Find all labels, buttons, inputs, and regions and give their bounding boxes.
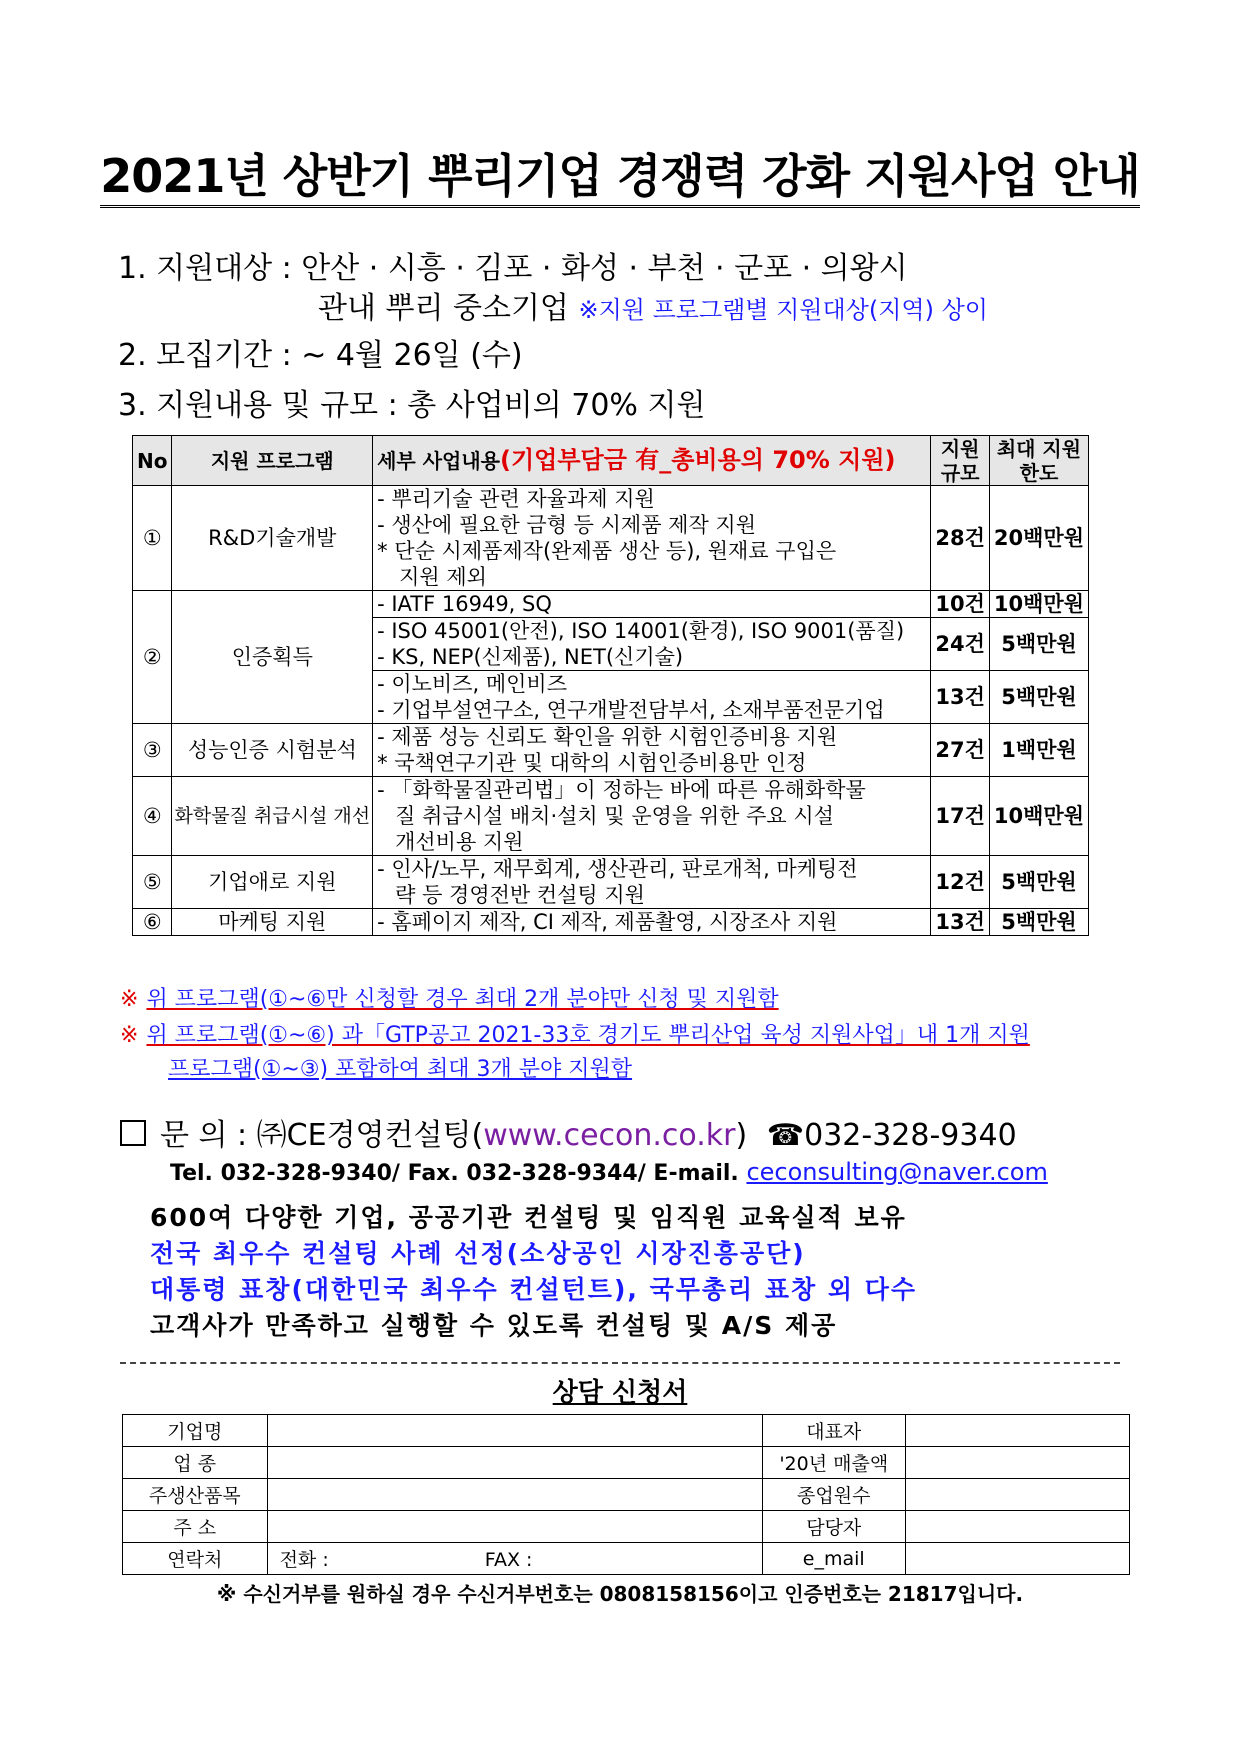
label-email: e_mail xyxy=(762,1543,905,1575)
row-scale: 28건 xyxy=(931,486,990,591)
consultation-form xyxy=(122,1414,1130,1575)
promo-line-3: 대통령 표창(대한민국 최우수 컨설턴트), 국무총리 표창 외 다수 xyxy=(150,1275,918,1304)
field-industry[interactable] xyxy=(267,1447,762,1479)
field-address[interactable] xyxy=(267,1511,762,1543)
field-sales[interactable] xyxy=(905,1447,1129,1479)
promo-line-4: 고객사가 만족하고 실행할 수 있도록 컨설팅 및 A/S 제공 xyxy=(150,1311,838,1340)
row-detail: - 뿌리기술 관련 자율과제 지원 - 생산에 필요한 금형 등 시제품 제작 지원 * 단순 시제품제작(완제품 생산 등), 원재료 구입은 지원 제외 xyxy=(373,486,931,591)
row-scale: 27건 xyxy=(931,724,990,777)
form-row xyxy=(123,1511,1130,1543)
row-scale: 13건 xyxy=(931,671,990,724)
row-no: ⑥ xyxy=(133,909,172,936)
website-link[interactable]: www.cecon.co.kr xyxy=(483,1118,736,1153)
label-employees: 종업원수 xyxy=(762,1479,905,1511)
row-no: ② xyxy=(133,591,172,724)
field-product[interactable] xyxy=(267,1479,762,1511)
label-industry: 업 종 xyxy=(123,1447,268,1479)
row-detail: - 제품 성능 신뢰도 확인을 위한 시험인증비용 지원 * 국책연구기관 및 대학의 시험인증비용만 인정 xyxy=(373,724,931,777)
note-1: ※ 위 프로그램(①~⑥만 신청할 경우 최대 2개 분야만 신청 및 지원함 xyxy=(120,987,779,1012)
row-limit: 10백만원 xyxy=(989,591,1088,618)
row-scale: 12건 xyxy=(931,856,990,909)
promo-line-1: 600여 다양한 기업, 공공기관 컨설팅 및 임직원 교육실적 보유 xyxy=(150,1203,907,1232)
inquiry-line: 문 의 : ㈜CE경영컨설팅(www.cecon.co.kr) ☎032-328-9340 xyxy=(120,1110,1017,1154)
promo-line-2: 전국 최우수 컨설팅 사례 선정(소상공인 시장진흥공단) xyxy=(150,1239,806,1268)
row-scale: 17건 xyxy=(931,777,990,856)
row-limit: 5백만원 xyxy=(989,909,1088,936)
section-1-target: 1. 지원대상 : 안산 · 시흥 · 김포 · 화성 · 부천 · 군포 · 의왕시 xyxy=(118,251,908,286)
contact-line: Tel. 032-328-9340/ Fax. 032-328-9344/ E-mail. ceconsulting@naver.com xyxy=(170,1158,1048,1186)
table-row xyxy=(133,856,1089,909)
label-company: 기업명 xyxy=(123,1415,268,1447)
label-fax: FAX : xyxy=(484,1549,533,1571)
row-no: ① xyxy=(133,486,172,591)
label-sales: '20년 매출액 xyxy=(762,1447,905,1479)
field-employees[interactable] xyxy=(905,1479,1129,1511)
row-detail: - ISO 45001(안전), ISO 14001(환경), ISO 9001(품질) - KS, NEP(신제품), NET(신기술) xyxy=(373,618,931,671)
row-scale: 10건 xyxy=(931,591,990,618)
table-header-row xyxy=(133,436,1089,486)
row-no: ④ xyxy=(133,777,172,856)
row-detail: - 홈페이지 제작, CI 제작, 제품촬영, 시장조사 지원 xyxy=(373,909,931,936)
checkbox-icon xyxy=(120,1120,146,1146)
header-detail: 세부 사업내용(기업부담금 有_총비용의 70% 지원) xyxy=(373,436,931,486)
row-scale: 13건 xyxy=(931,909,990,936)
program-table xyxy=(132,435,1089,936)
header-limit: 최대 지원한도 xyxy=(989,436,1088,486)
row-scale: 24건 xyxy=(931,618,990,671)
form-title: 상담 신청서 xyxy=(552,1378,688,1408)
header-scale: 지원 규모 xyxy=(931,436,990,486)
field-ceo[interactable] xyxy=(905,1415,1129,1447)
field-email[interactable] xyxy=(905,1543,1129,1575)
row-limit: 20백만원 xyxy=(989,486,1088,591)
row-detail: - 인사/노무, 재무회계, 생산관리, 판로개척, 마케팅전 략 등 경영전반 컨설팅 지원 xyxy=(373,856,931,909)
row-program: R&D기술개발 xyxy=(172,486,373,591)
label-manager: 담당자 xyxy=(762,1511,905,1543)
form-row xyxy=(123,1543,1130,1575)
label-phone: 전화 : xyxy=(279,1549,329,1571)
label-product: 주생산품목 xyxy=(123,1479,268,1511)
footer-notice: ※ 수신거부를 원하실 경우 수신거부번호는 0808158156이고 인증번호는 21817입니다. xyxy=(216,1582,1024,1606)
section-1-line2: 관내 뿌리 중소기업 ※지원 프로그램별 지원대상(지역) 상이 xyxy=(318,291,988,326)
label-address: 주 소 xyxy=(123,1511,268,1543)
table-row xyxy=(133,777,1089,856)
row-limit: 1백만원 xyxy=(989,724,1088,777)
section-2-period: 2. 모집기간 : ~ 4월 26일 (수) xyxy=(118,338,523,373)
row-limit: 5백만원 xyxy=(989,856,1088,909)
label-ceo: 대표자 xyxy=(762,1415,905,1447)
note-2-cont: 프로그램(①~③) 포함하여 최대 3개 분야 지원함 xyxy=(168,1057,633,1082)
note-2: ※ 위 프로그램(①~⑥) 과「GTP공고 2021-33호 경기도 뿌리산업 육성 지원사업」내 1개 지원 xyxy=(120,1023,1030,1048)
table-row xyxy=(133,486,1089,591)
table-row xyxy=(133,724,1089,777)
field-contact[interactable] xyxy=(267,1543,762,1575)
row-no: ③ xyxy=(133,724,172,777)
row-limit: 5백만원 xyxy=(989,671,1088,724)
form-row xyxy=(123,1447,1130,1479)
form-row xyxy=(123,1479,1130,1511)
header-program: 지원 프로그램 xyxy=(172,436,373,486)
row-detail: - 「화학물질관리법」이 정하는 바에 따른 유해화학물 질 취급시설 배치·설치 및 운영을 위한 주요 시설 개선비용 지원 xyxy=(373,777,931,856)
label-contact: 연락처 xyxy=(123,1543,268,1575)
header-no: No xyxy=(133,436,172,486)
table-row xyxy=(133,909,1089,936)
row-detail: - IATF 16949, SQ xyxy=(373,591,931,618)
section-3-content: 3. 지원내용 및 규모 : 총 사업비의 70% 지원 xyxy=(118,388,706,423)
page-title: 2021년 상반기 뿌리기업 경쟁력 강화 지원사업 안내 xyxy=(0,140,1240,206)
row-limit: 10백만원 xyxy=(989,777,1088,856)
field-manager[interactable] xyxy=(905,1511,1129,1543)
divider xyxy=(120,1362,1120,1364)
row-limit: 5백만원 xyxy=(989,618,1088,671)
row-no: ⑤ xyxy=(133,856,172,909)
row-detail: - 이노비즈, 메인비즈 - 기업부설연구소, 연구개발전담부서, 소재부품전문기업 xyxy=(373,671,931,724)
row-program: 화학물질 취급시설 개선 xyxy=(172,777,373,856)
section-1-note: ※지원 프로그램별 지원대상(지역) 상이 xyxy=(578,296,988,324)
field-company[interactable] xyxy=(267,1415,762,1447)
row-program: 마케팅 지원 xyxy=(172,909,373,936)
row-program: 인증획득 xyxy=(172,591,373,724)
phone-number: ☎032-328-9340 xyxy=(766,1118,1017,1153)
table-row xyxy=(133,591,1089,618)
form-row xyxy=(123,1415,1130,1447)
row-program: 기업애로 지원 xyxy=(172,856,373,909)
row-program: 성능인증 시험분석 xyxy=(172,724,373,777)
email-link[interactable]: ceconsulting@naver.com xyxy=(746,1158,1048,1186)
